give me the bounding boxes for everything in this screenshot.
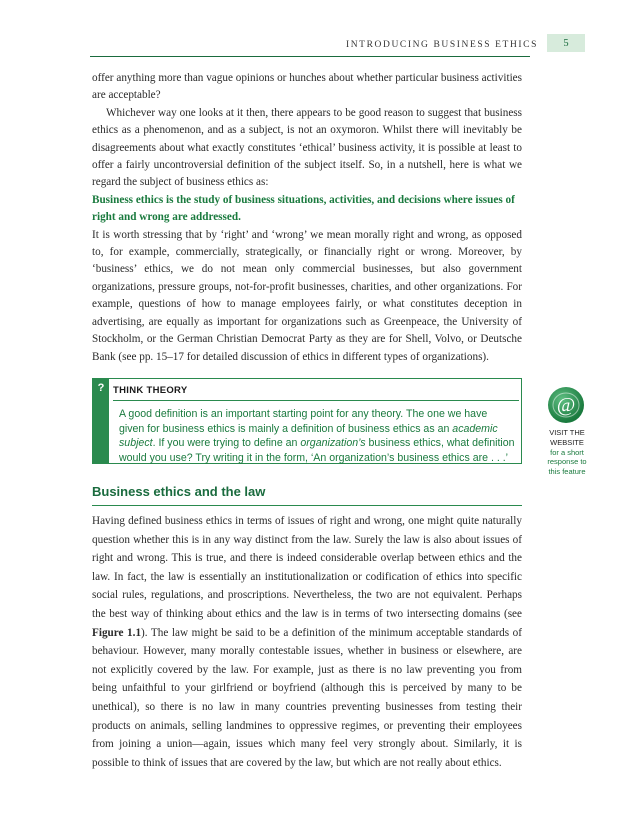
website-caption-line: WEBSITE [550, 437, 584, 447]
running-head: INTRODUCING BUSINESS ETHICS [345, 40, 538, 50]
think-theory-text-part: . If you were trying to define an [152, 437, 301, 450]
website-caption-line: this feature [548, 467, 586, 477]
think-theory-emphasis: academic subject [119, 422, 498, 450]
think-theory-box [92, 378, 522, 464]
intro-paragraph-1: offer anything more than vague opinions or hunches about whether particular business activities are acceptable? [92, 72, 522, 102]
section-paragraph [92, 512, 522, 772]
website-caption-line: VISIT THE [549, 428, 585, 437]
intro-text [92, 70, 522, 366]
think-theory-text [119, 407, 515, 465]
intro-paragraph-2: Whichever way one looks at it then, there appears to be good reason to suggest that business ethics as a phenomenon, and as a subject, is not an oxymoron. Whilst there will inevitably be disagreements about what exactly constitutes ‘ethical’ business activity, it is possible at least to offer a fairly uncontroversial definition of the subject itself. So, in a nutshell, here is what we regard the subject of business ethics as: [92, 106, 522, 189]
website-badge[interactable] [548, 387, 584, 423]
page-number: 5 [547, 34, 585, 52]
website-badge-caption[interactable] [534, 428, 600, 477]
website-caption-line: for a short [550, 447, 584, 457]
section-body [92, 512, 522, 772]
section-text-part: Having defined business ethics in terms of issues of right and wrong, one might quite naturally question whether this is in any way distinct from the law. Surely the law is also about issues of right and wrong. This is true, and there is indeed considerable overlap between ethics and the law. In fact, the law is essentially an institutionalization or codification of ethics into specific social rules, regulations, and proscriptions. Nevertheless, the two are not equivalent. Perhaps the best way of thinking about ethics and the law is in terms of two intersecting domains (see [92, 515, 522, 620]
figure-reference: Figure 1.1 [92, 626, 142, 639]
at-sign-icon [552, 391, 580, 419]
section-text-part: ). The law might be said to be a definition of the minimum acceptable standards of behaviour. However, many morally contestable issues, whether in business or elsewhere, are not explicitly covered by the law. For example, just as there is no law preventing you from being unfaithful to your girlfriend or boyfriend (although this is perceived by many to be unethical), so there is no law in many countries preventing businesses from testing their products on animals, selling landmines to oppressive regimes, or preventing their employees from joining a union—again, issues which many feel very strongly about. Similarly, it is possible to think of issues that are covered by the law, but which are not really about ethics. [92, 626, 523, 769]
intro-paragraph-3: It is worth stressing that by ‘right’ and ‘wrong’ we mean morally right and wrong, as opposed to, for example, commercially, strategically, or financially right or wrong. Moreover, by ‘business’ ethics, we do not mean only commercial businesses, but also government organizations, pressure groups, not-for-profit businesses, charities, and other organizations. For example, questions of how to manage employees fairly, or what constitutes deception in advertising, are equally as important for organizations such as Greenpeace, the University of Stockholm, or the German Christian Democrat Party as they are for Shell, Volvo, or Deutsche Bank (see pp. 15–17 for detailed discussion of ethics in different types of organizations). [92, 228, 522, 363]
definition-statement: Business ethics is the study of business situations, activities, and decisions where issues of right and wrong are addressed. [92, 193, 515, 224]
think-theory-title: THINK THEORY [113, 385, 519, 401]
question-mark-icon: ? [97, 382, 105, 394]
think-theory-emphasis: organization’s [300, 437, 366, 450]
website-caption-line: response to [547, 457, 587, 467]
header-rule [90, 56, 530, 57]
think-theory-text-part: business ethics, what definition would you use? Try writing it in the form, ‘An organization’s business ethics are . . .’ [119, 437, 515, 464]
think-theory-text-part: A good definition is an important starting point for any theory. The one we have given for business ethics is mainly a definition of business ethics as an [119, 408, 488, 435]
svg-text:@: @ [556, 394, 576, 416]
section-heading: Business ethics and the law [92, 484, 522, 506]
